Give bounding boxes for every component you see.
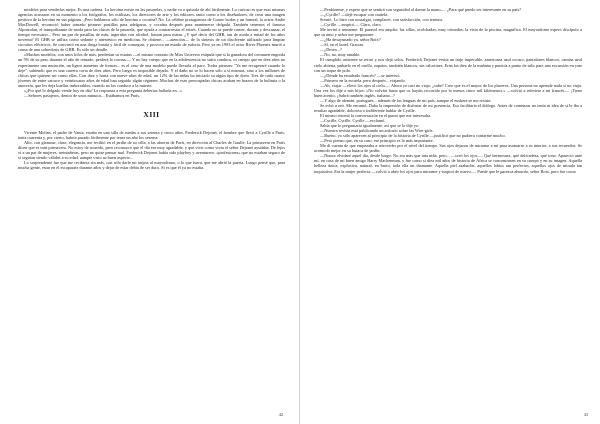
paragraph: Alto, con glamour, clase, elegancia, me recibió en el jardín de su villa, a las afueras de París, en dirección al Charles de Gaulle. La primavera en París dicen que es más primavera. No estoy de acuerdo, pero reconozco que el día era muy agradable, y que vivir como vivía el señor Dejonet ayudaba. De lejos vi a un par de mujeres, treintañeras, pero no quise pensar mal. Frederick Dejonet había sido playboy y aventurero, «profesiones» que no estaban seguro de sí seguían siendo válidas a su edad, aunque visto su buen aspecto... <box>18 139 285 161</box>
paragraph: Me invitó a sentarme. El parasol era amplio; las sillas, acolchadas, muy cómodas; la vista de la piscina, magnífica. El mayordomo esperó discípulo a que su amo y señor me preguntase: <box>314 27 582 38</box>
paragraph: —¿Cyrille? —dejé escapar con cautela. <box>320 12 389 18</box>
paragraph: Sabía que lo preguntaría igualmente, así que se lo dije yo: <box>320 123 420 129</box>
paragraph: Me di cuenta de que empezaba a retroceder por el nivel del tiempo. Sus ojos dejaron de mirarme a mí para asomarse a su interior, a sus recuerdos. Se acomodó mejor en su butaca de jardín. <box>314 143 582 154</box>
paragraph: Sonrió. Lo hizo con nostalgia, complacer, con satisfacción, con ternura. <box>320 17 443 23</box>
paragraph: —Bueno, yo sólo aparecen al principio de la historia de Cyrille —justificó que no pudiera contarme mucho. <box>320 133 506 139</box>
paragraph: modelos para venderlas mejor. Es una cadena. La heroína existe en las pasarelas, y nadie va a quitarla de ahí fácilmente. Lo curioso es que esas mismas agencias acusaron en su momento a los fotógrafos, los estilistas, los directores de arte y los editores, tanto como a los diseñadores, de crear una imagen positiva de la heroína en sus páginas. ¡Pero hablamos sólo de heroína o cocaína? No. La célebre protagonista de Cuatro bodas y un funeral, la actriz Andie MacDowell, reconoció haber tomado primero pastillas para adelgazar, y cocaína después para mantenerse delgada. También tenemos el famoso Alprazolan, el tranquilizante de moda para las chicas de la pasarela, que ayuda a contrarrestar el estrés. Cuando no se puede comer, dormir y descansar, el tiempo necesario... Pero un par de pastillas de más, ingeridas con alcohol, bastan para matar. ¿Y qué decir del GHB, tan de moda a mitad de los años noventa? El GHB se utiliza como sedante y anestésico en medicina. Se obtiene... —atención— de la síntesis de un disolvente utilizado para limpiar circuitos eléctricos. Se convirtió en una droga barata y fácil de conseguir, y provoca un estado de euforia. Pero ya en 1993 el actor River Phoenix murió a causa de una sobredosis de GHB. Es sólo un detalle. <box>18 7 285 53</box>
paragraph: —Cyrille —suspiró—. Claro, claro. <box>320 22 382 28</box>
paragraph: »¿Por qué lo delgado vende hoy en día? La respuesta a esta pregunta deberías hallarla en...» <box>24 87 182 93</box>
paragraph: —Pero pienso que, en su caso, ese principio es lo más importante. <box>320 138 434 144</box>
paragraph: —¿Ha desayunado ya, señor Boix? <box>320 37 381 43</box>
page-number: 42 <box>278 412 283 417</box>
paragraph: —Perdóneme, y espero que se sentirá con seguridad al darme la mano—. ¿Para qué puedo ser interesante en su país? <box>320 7 522 12</box>
paragraph: El mismo retomó la conversación en el punto que me interesaba. <box>320 112 432 118</box>
page-number: 43 <box>583 412 588 417</box>
paragraph: —Primero en la escuela, pero después... viajando. <box>320 77 406 83</box>
paragraph: »Muchas modelos, con unos kilos de más, perderían su estatus —el mismo contrato de Miss Universo estipula que si la ganadora del certamen engorda un 5% de su peso durante el año de reinado, perderá la corona—. Y no hay cuerpo que en la adolescencia no sufra cambios, ni cuerpo que en diez años no experimente una mutación, un ligero aumento de formas... es el caso de una modelo puede llevarla al paro. Todas piensan: "Ya me recuperaré cuando lo deje", sabiendo que es una carrera corta de diez años. Pero luego es imposible dejarlo. Y el daño no se lo hacen sólo a sí mismas, sino a los millones de chicas que quieren ser como ellas. Con diez y hasta con nueve años de edad, un 12% de las niñas ha iniciado su algún tipo de dieta. Tres de cada cuatro jóvenes de entre catorce y veinticuatro años de edad han seguido algún régimen. Muchas de esas preocupadas chicas acaban en brazos de la bulimia o la anorexia, que les deja huellas imborrables, cuando no las conduce a la muerte. <box>18 52 285 88</box>
paragraph: —Nuestra revista está publicando un artículo sobre las Wire-girls. <box>320 128 434 134</box>
paragraph: —¿Desea...? <box>320 47 342 53</box>
paragraph: —Y algo de alemán, portugués... además de las lenguas de mi país, aunque el euskera se me resiste. <box>320 97 492 103</box>
paragraph: El cumplido asistente se retiró y nos dejó solos. Frederick Dejonet vestía un traje impecable, americana azul oscuro, pantalones blancos, camisa azul cielo abierta, pañuelo en el cuello, zapatos, también blancos, sin calcetines. Eran las diez de la mañana y parecía a punto de salir para una excursión en yate con un toque de polo. <box>314 57 582 73</box>
paragraph: —Nunca olvidaré aquel día, desde luego. No era más que una niña, pero... —creó los ojos—. Qué hermosura, qué delicadeza, qué tono. Apareció ante mí, en casa de mi buen amigo Harry Machenman, y fue como si diez mil años de historia de África se concentrasen en su cuerpo y en su imagen. Aquella belleza única, explosiva, natural, en bruto, toda ella un diamante. Aquella piel azabache, aquellos labios tan perfectos, aquellos ojos de mirada tan inquisitiva. Era la mujer perfecta —volvió a abrir los ojos para mirarme y suspiró de nuevo—. Puede que le parezca absurdo, señor Boix, pero fue como <box>314 153 582 174</box>
paragraph: —Ah, viajar —elevó los ojos al cielo—. Ahora ya casi no viajo, ¿sabe? Creo que es el mayor de los placeres. Una persona no aprende nada si no viaja. Una vez los dije a mis hijos: «No volváis hasta que os hayáis recorrido por lo menos cinco mil kilómetros.» —volvió a referirse a mí francés—. ¡Tiene buen acento, ¿Sabrá también inglés, italiano...? <box>314 82 582 98</box>
right-page <box>300 0 600 424</box>
paragraph: —Sí, en el hotel. Gracias. <box>320 42 365 48</box>
paragraph: —¿Dónde ha estudiado francés? —se interesó. <box>320 72 401 78</box>
paragraph: —Cyrille, Cyrille, Cyrille —exclamó. <box>320 118 386 124</box>
paragraph: Se echó a reír. Me encantó. Daba la impresión de disfrutar de mi presencia. Eso facilitaría el diálogo. Antes de comenzar no tenía ni idea de si le iba a resultar agradable, doloroso o indiferente hablar de Cyrille. <box>314 102 582 113</box>
paragraph: —No, no, muy amable. <box>320 52 361 58</box>
chapter-title: XIII <box>143 109 160 119</box>
paragraph: Lo sorprendente fue que me recibiera sin más, con sólo darle mi tarjeta al mayordomo, o lo que fuera, que me abrió la puerta. Luego pensé que, para mucha gente, estar en el escaparate durante años y dejar de estar debía de ser duro. Si es que él ya no estaba. <box>18 160 285 171</box>
paragraph: Vicente Molins, el padre de Vania, estaba en una silla de ruedas a sus setenta y cinco años. Frederick Dejonet, el hombre que llevó a Cyrille a París, tenía cuarenta y, por cierto, habría pasado fácilmente por tener un año los sesenta. <box>18 129 285 140</box>
paragraph: —Señores pasajeros, dentro de unos minutos... Estábamos en París. <box>24 92 141 98</box>
